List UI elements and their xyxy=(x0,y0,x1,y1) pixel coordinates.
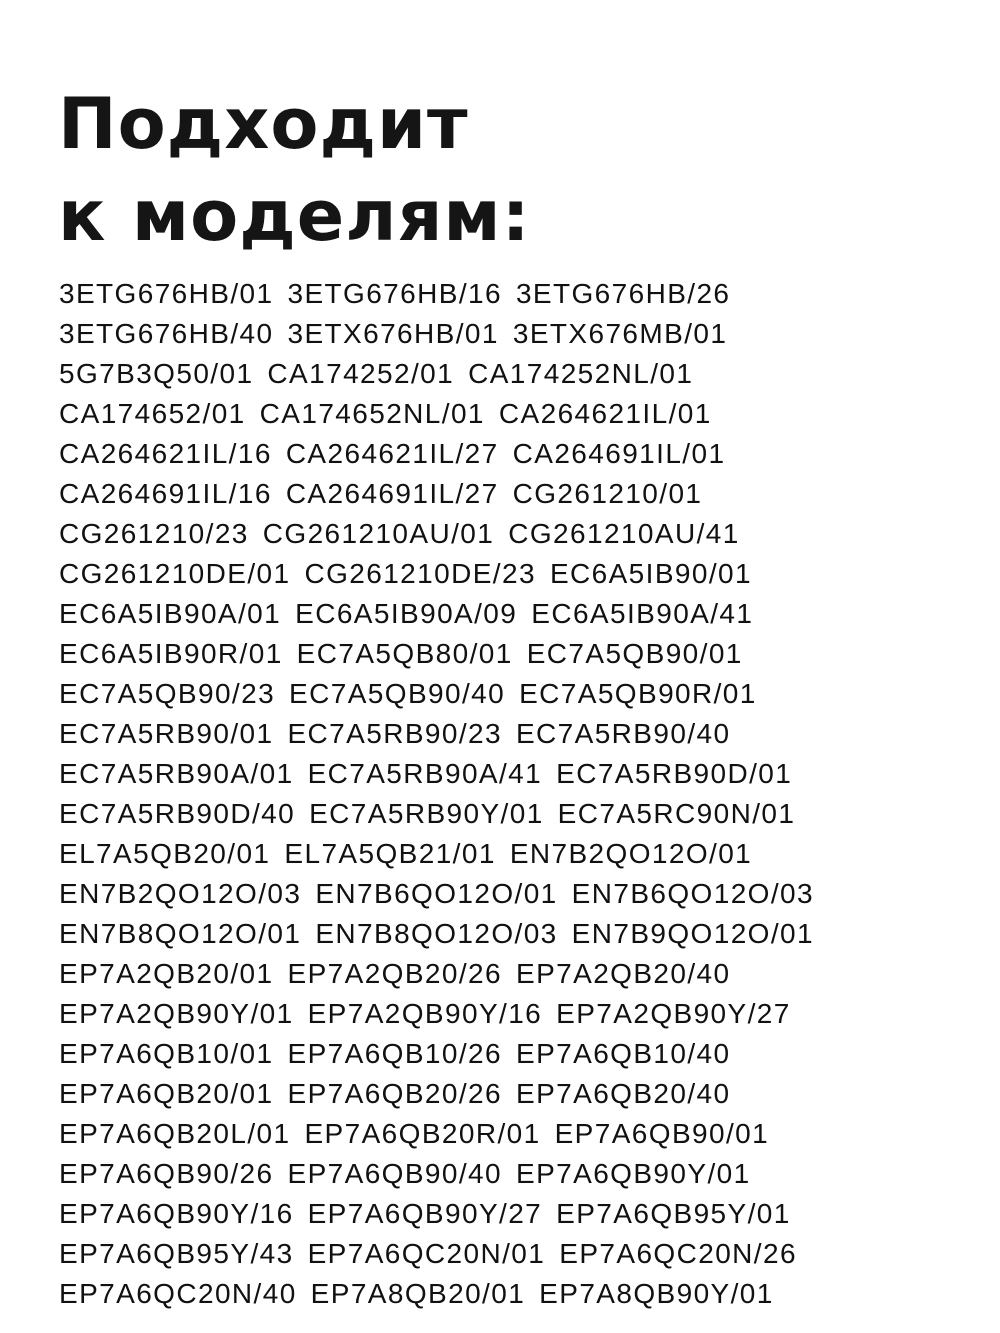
model-code: 3ETG676HB/40 xyxy=(59,318,274,349)
page-title xyxy=(58,78,531,262)
model-code: EC7A5QB90/23 xyxy=(59,678,276,709)
model-code: EC7A5RB90/01 xyxy=(59,718,274,749)
model-code: EP7A2QB20/40 xyxy=(516,958,731,989)
model-code: EP7A6QB95Y/43 xyxy=(59,1238,294,1269)
model-code: EC7A5RB90/40 xyxy=(515,718,731,749)
model-code: EC6A5IB90/01 xyxy=(549,558,752,589)
model-code: EP7A6QB10/40 xyxy=(516,1038,731,1069)
model-code: EP7A6QB90/01 xyxy=(554,1118,770,1149)
model-row xyxy=(59,914,828,954)
model-row xyxy=(59,1074,828,1114)
model-code: EP7A8QB20/01 xyxy=(310,1278,526,1309)
model-code: EP7A6QB90/40 xyxy=(287,1158,502,1189)
model-code: EP7A6QB20R/01 xyxy=(304,1118,541,1149)
model-code: EC7A5RB90D/40 xyxy=(59,798,296,829)
model-code: CG261210/01 xyxy=(512,478,703,509)
model-code: EC7A5RB90/23 xyxy=(287,718,502,749)
model-list xyxy=(59,274,828,1314)
model-code: CA264691IL/27 xyxy=(285,478,499,509)
model-code: EC6A5IB90A/01 xyxy=(59,598,282,629)
model-code: EP7A6QB20/26 xyxy=(287,1078,502,1109)
model-code: EP7A2QB20/01 xyxy=(59,958,274,989)
model-code: CG261210DE/01 xyxy=(59,558,291,589)
model-code: EC7A5RB90A/01 xyxy=(59,758,294,789)
model-code: EN7B6QO12O/03 xyxy=(571,878,814,909)
model-code: 3ETG676HB/01 xyxy=(59,278,274,309)
model-code: EC7A5RB90A/41 xyxy=(307,758,543,789)
model-code: EP7A6QB20L/01 xyxy=(59,1118,291,1149)
model-code: EC7A5QB90/01 xyxy=(526,638,743,669)
model-row xyxy=(59,434,828,474)
model-code: EP7A2QB20/26 xyxy=(287,958,502,989)
model-code: CA264621IL/01 xyxy=(498,398,712,429)
model-code: 3ETG676HB/26 xyxy=(515,278,731,309)
model-code: EN7B2QO12O/03 xyxy=(59,878,302,909)
model-code: EN7B6QO12O/01 xyxy=(315,878,558,909)
model-code: EC7A5QB90R/01 xyxy=(519,678,757,709)
title-line-1: Подходит xyxy=(58,83,469,165)
model-code: EN7B9QO12O/01 xyxy=(571,918,814,949)
model-code: EL7A5QB20/01 xyxy=(59,838,271,869)
model-row xyxy=(59,754,828,794)
model-row xyxy=(59,354,828,394)
model-code: CG261210/23 xyxy=(59,518,249,549)
model-row xyxy=(59,554,828,594)
model-code: EC6A5IB90A/09 xyxy=(295,598,518,629)
model-code: EP7A6QB90Y/16 xyxy=(59,1198,294,1229)
model-row xyxy=(59,714,828,754)
model-code: CG261210DE/23 xyxy=(304,558,536,589)
model-code: CA264691IL/01 xyxy=(512,438,726,469)
model-code: CA264621IL/27 xyxy=(285,438,499,469)
model-code: 5G7B3Q50/01 xyxy=(59,358,254,389)
model-row xyxy=(59,594,828,634)
model-row xyxy=(59,274,828,314)
model-row xyxy=(59,514,828,554)
model-code: 3ETG676HB/16 xyxy=(287,278,502,309)
model-code: CA174252/01 xyxy=(267,358,455,389)
model-code: EC7A5RC90N/01 xyxy=(557,798,796,829)
model-code: EP7A6QC20N/26 xyxy=(559,1238,797,1269)
model-row xyxy=(59,314,828,354)
model-code: EP7A6QB90Y/01 xyxy=(516,1158,751,1189)
model-code: CG261210AU/01 xyxy=(262,518,495,549)
model-code: EP7A6QB10/26 xyxy=(287,1038,502,1069)
model-row xyxy=(59,394,828,434)
model-row xyxy=(59,874,828,914)
model-code: EP7A6QB95Y/01 xyxy=(556,1198,791,1229)
model-code: EC7A5QB90/40 xyxy=(289,678,506,709)
model-code: CA264621IL/16 xyxy=(59,438,272,469)
model-row xyxy=(59,1154,828,1194)
model-code: EP7A6QC20N/40 xyxy=(59,1278,297,1309)
model-code: EP7A6QC20N/01 xyxy=(307,1238,546,1269)
model-row xyxy=(59,1274,828,1314)
model-code: EP7A2QB90Y/16 xyxy=(307,998,543,1029)
model-code: EP7A6QB10/01 xyxy=(59,1038,274,1069)
model-code: EC7A5QB80/01 xyxy=(296,638,513,669)
model-code: EL7A5QB21/01 xyxy=(284,838,496,869)
model-code: EC7A5RB90D/01 xyxy=(556,758,793,789)
model-code: CA264691IL/16 xyxy=(59,478,272,509)
model-row xyxy=(59,634,828,674)
model-code: EP7A6QB20/01 xyxy=(59,1078,274,1109)
model-code: EP7A2QB90Y/27 xyxy=(556,998,791,1029)
model-row xyxy=(59,674,828,714)
model-code: EC6A5IB90A/41 xyxy=(531,598,754,629)
model-row xyxy=(59,834,828,874)
model-row xyxy=(59,1114,828,1154)
model-code: CA174652/01 xyxy=(59,398,246,429)
model-code: EN7B8QO12O/01 xyxy=(59,918,302,949)
model-row xyxy=(59,954,828,994)
model-code: EN7B2QO12O/01 xyxy=(509,838,753,869)
model-code: EP7A6QB90Y/27 xyxy=(307,1198,543,1229)
model-row xyxy=(59,994,828,1034)
model-code: CA174252NL/01 xyxy=(468,358,694,389)
model-code: EN7B8QO12O/03 xyxy=(315,918,558,949)
model-row xyxy=(59,1234,828,1274)
title-line-2: к моделям: xyxy=(58,175,531,257)
model-code: EC7A5RB90Y/01 xyxy=(309,798,544,829)
model-code: EP7A8QB90Y/01 xyxy=(539,1278,774,1309)
model-row xyxy=(59,1034,828,1074)
model-code: EP7A2QB90Y/01 xyxy=(59,998,294,1029)
model-code: 3ETX676MB/01 xyxy=(512,318,728,349)
model-code: CA174652NL/01 xyxy=(259,398,485,429)
model-code: 3ETX676HB/01 xyxy=(287,318,499,349)
model-row xyxy=(59,474,828,514)
model-code: EC6A5IB90R/01 xyxy=(59,638,283,669)
model-row xyxy=(59,794,828,834)
model-row xyxy=(59,1194,828,1234)
model-code: CG261210AU/41 xyxy=(508,518,740,549)
model-code: EP7A6QB20/40 xyxy=(516,1078,731,1109)
model-code: EP7A6QB90/26 xyxy=(59,1158,274,1189)
